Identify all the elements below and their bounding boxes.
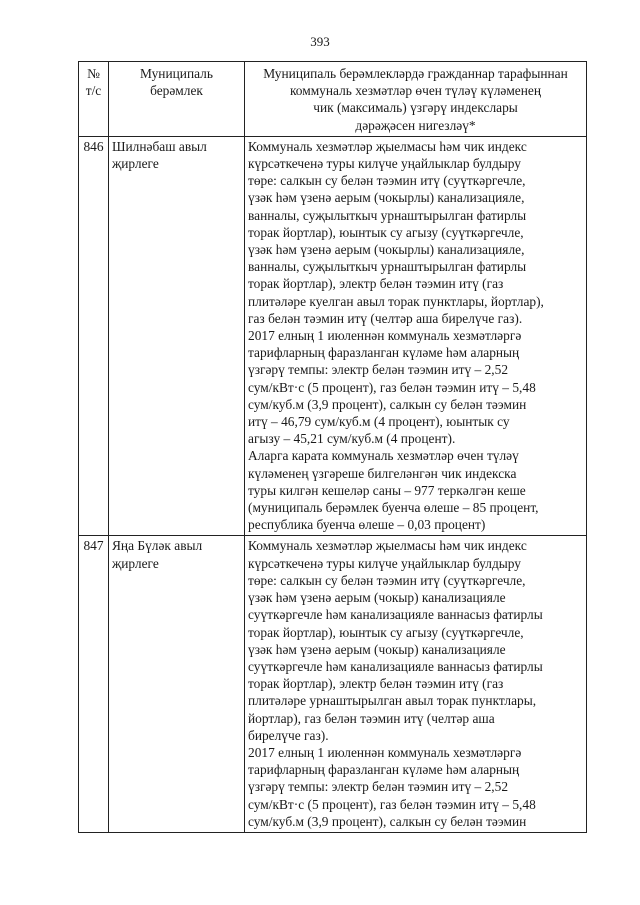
text-line: төре: салкын су белән тәэмин итү (суүткәргечле, xyxy=(248,173,526,189)
text-line: сум/кВт·с (5 процент), газ белән тәэмин итү – 5,48 xyxy=(248,796,536,812)
text-line: тарифларның фаразланган күләме һәм аларның xyxy=(248,762,520,778)
text-line: (муниципаль берәмлек буенча өлеше – 85 процент, xyxy=(248,500,539,516)
justification-paragraph xyxy=(248,744,583,830)
text-line: торак йортлар), электр белән тәэмин итү (газ xyxy=(248,276,504,292)
text-line: торак йортлар), юынтык су агызу (суүткәргечле, xyxy=(248,624,524,640)
text-line: 2017 елның 1 июленнән коммуналь хезмәтләргә xyxy=(248,328,522,344)
justification-paragraph xyxy=(248,447,583,533)
text-line: Аларга карата коммуналь хезмәтләр өчен түләү xyxy=(248,448,519,464)
text-line: суүткәргечле һәм канализацияле ваннасыз фатирлы xyxy=(248,607,543,623)
text-line: 2017 елның 1 июленнән коммуналь хезмәтләргә xyxy=(248,744,522,760)
text-line: газ белән тәэмин итү (челтәр аша бирелүче газ). xyxy=(248,310,523,326)
municipality-name xyxy=(109,536,245,832)
text-line: үзгәрү темпы: электр белән тәэмин итү – 2,52 xyxy=(248,362,509,378)
text-line: плитәләре урнаштырылган авыл торак пунктлары, xyxy=(248,693,537,709)
text-line: йортлар), газ белән тәэмин итү (челтәр аша xyxy=(248,710,495,726)
index-justification xyxy=(245,536,587,832)
text-line: ванналы, суҗылыткыч урнаштырылган фатирлы xyxy=(248,207,527,223)
text-line: итү – 46,79 сум/куб.м (4 процент), юынтык су xyxy=(248,414,510,430)
text-line: үзәк һәм үзенә аерым (чокырлы) канализацияле, xyxy=(248,190,525,206)
header-index-justification: Муниципаль берәмлекләрдә гражданнар тарафыннан коммуналь хезмәтләр өчен түләү күләменең чик (максималь) үзгәрү индекслары дәрәҗәсен нигезләү* xyxy=(245,62,587,137)
text-line: республика буенча өлеше – 0,03 процент) xyxy=(248,517,486,533)
text-line: ванналы, суҗылыткыч урнаштырылган фатирлы xyxy=(248,259,527,275)
text-line: күрсәткеченә туры килүче уңайлыклар булдыру xyxy=(248,555,521,571)
table-row xyxy=(79,536,587,832)
text-line: торак йортлар), юынтык су агызу (суүткәргечле, xyxy=(248,224,524,240)
table-header-row xyxy=(79,62,587,137)
municipality-name-line: җирлеге xyxy=(112,156,159,172)
row-number: 846 xyxy=(79,136,109,536)
text-line: күләменең үзгәреше билгеләнгән чик индекска xyxy=(248,465,517,481)
header-municipality: Муниципаль берәмлек xyxy=(109,62,245,137)
municipality-name-line: Яңа Бүләк авыл xyxy=(112,538,203,554)
index-justification xyxy=(245,136,587,536)
page-number: 393 xyxy=(310,34,330,49)
text-line: плитәләре куелган авыл торак пунктлары, йортлар), xyxy=(248,293,544,309)
text-line: бирелүче газ). xyxy=(248,727,329,743)
municipality-name-line: Шилнәбаш авыл xyxy=(112,138,207,154)
text-line: тарифларның фаразланган күләме һәм аларның xyxy=(248,345,520,361)
text-line: күрсәткеченә туры килүче уңайлыклар булдыру xyxy=(248,156,521,172)
text-line: Коммуналь хезмәтләр җыелмасы һәм чик индекс xyxy=(248,138,527,154)
text-line: сум/куб.м (3,9 процент), салкын су белән тәэмин xyxy=(248,813,527,829)
header-number: № т/с xyxy=(79,62,109,137)
municipality-name-line: җирлеге xyxy=(112,555,159,571)
text-line: туры килгән кешеләр саны – 977 теркәлгән кеше xyxy=(248,482,526,498)
municipality-name xyxy=(109,136,245,536)
table-row xyxy=(79,136,587,536)
text-line: торак йортлар), электр белән тәэмин итү (газ xyxy=(248,676,504,692)
text-line: үзәк һәм үзенә аерым (чокыр) канализацияле xyxy=(248,641,506,657)
text-line: агызу – 45,21 сум/куб.м (4 процент). xyxy=(248,431,456,447)
text-line: үзгәрү темпы: электр белән тәэмин итү – 2,52 xyxy=(248,779,509,795)
tariff-index-table xyxy=(78,61,587,833)
text-line: үзәк һәм үзенә аерым (чокыр) канализацияле xyxy=(248,590,506,606)
text-line: суүткәргечле һәм канализацияле ваннасыз фатирлы xyxy=(248,658,543,674)
text-line: сум/кВт·с (5 процент), газ белән тәэмин итү – 5,48 xyxy=(248,379,536,395)
text-line: Коммуналь хезмәтләр җыелмасы һәм чик индекс xyxy=(248,538,527,554)
text-line: сум/куб.м (3,9 процент), салкын су белән тәэмин xyxy=(248,396,527,412)
text-line: үзәк һәм үзенә аерым (чокырлы) канализацияле, xyxy=(248,242,525,258)
justification-paragraph xyxy=(248,537,583,743)
row-number: 847 xyxy=(79,536,109,832)
text-line: төре: салкын су белән тәэмин итү (суүткәргечле, xyxy=(248,572,526,588)
justification-paragraph xyxy=(248,327,583,447)
justification-paragraph xyxy=(248,138,583,327)
